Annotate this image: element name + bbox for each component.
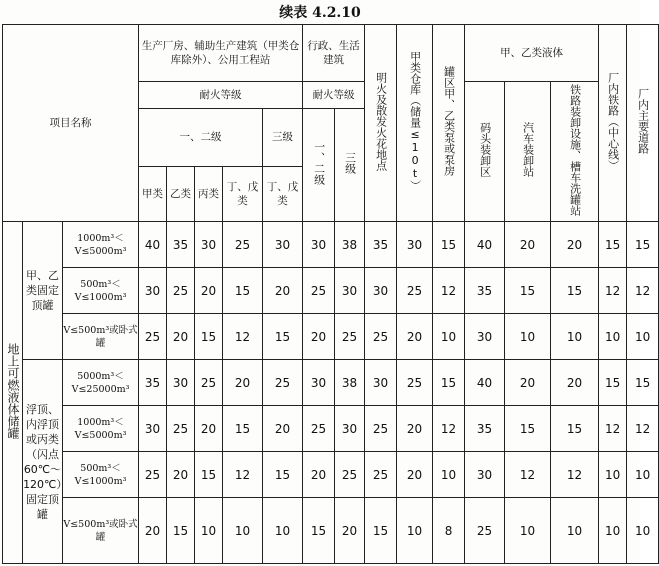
cell-value: 20	[263, 268, 303, 314]
cell-value: 15	[167, 498, 195, 564]
cell-value: 15	[433, 360, 465, 406]
cell-value: 20	[167, 452, 195, 498]
cell-value: 35	[465, 268, 505, 314]
cell-value: 20	[223, 360, 263, 406]
cell-value: 15	[223, 406, 263, 452]
cell-value: 15	[627, 222, 659, 268]
cell-value: 20	[167, 314, 195, 360]
row-condition: 500m³＜V≤1000m³	[63, 268, 139, 314]
cell-value: 10	[627, 314, 659, 360]
table-caption: 续表 4.2.10	[279, 5, 361, 21]
cell-value: 30	[465, 452, 505, 498]
cell-value: 30	[303, 360, 335, 406]
cell-value: 25	[303, 268, 335, 314]
row-condition: 5000m³＜V≤25000m³	[63, 360, 139, 406]
header-fire-rating-prod: 耐火等级	[139, 82, 303, 109]
cell-value: 10	[433, 452, 465, 498]
row-label-group2: 浮顶、内浮顶或丙类（闪点60℃～120℃）固定顶罐	[23, 360, 63, 564]
cell-value: 12	[223, 314, 263, 360]
cell-value: 10	[599, 314, 627, 360]
header-tank-pump: 罐区甲、乙类泵或泵房	[433, 25, 465, 222]
cell-value: 25	[195, 360, 223, 406]
cell-value: 10	[551, 314, 599, 360]
header-grade-3: 三级	[263, 108, 303, 166]
header-col-ding-wu-grade3: 丁、戊类	[263, 167, 303, 222]
row-condition: V≤500m³或卧式罐	[63, 314, 139, 360]
cell-value: 30	[397, 222, 433, 268]
cell-value: 30	[263, 222, 303, 268]
cell-value: 25	[397, 268, 433, 314]
cell-value: 10	[627, 498, 659, 564]
cell-value: 30	[195, 222, 223, 268]
cell-value: 20	[303, 314, 335, 360]
cell-value: 30	[303, 222, 335, 268]
cell-value: 25	[303, 406, 335, 452]
cell-value: 10	[505, 314, 551, 360]
cell-value: 12	[433, 268, 465, 314]
row-condition: 1000m³＜V≤5000m³	[63, 222, 139, 268]
cell-value: 30	[335, 268, 365, 314]
header-col-bing: 丙类	[195, 167, 223, 222]
cell-value: 15	[303, 498, 335, 564]
spacing-table	[2, 24, 659, 564]
cell-value: 20	[195, 268, 223, 314]
table-row	[3, 452, 659, 498]
cell-value: 38	[335, 222, 365, 268]
cell-value: 12	[551, 452, 599, 498]
cell-value: 40	[465, 222, 505, 268]
header-group-admin: 行政、生活建筑	[303, 25, 365, 82]
header-truck: 汽车装卸站	[505, 82, 551, 222]
cell-value: 30	[139, 268, 167, 314]
header-open-fire: 明火及散发火花地点	[365, 25, 397, 222]
cell-value: 25	[167, 406, 195, 452]
cell-value: 20	[303, 452, 335, 498]
cell-value: 10	[263, 498, 303, 564]
cell-value: 40	[465, 360, 505, 406]
table-row	[3, 222, 659, 268]
header-col-jia: 甲类	[139, 167, 167, 222]
cell-value: 30	[365, 360, 397, 406]
cell-value: 25	[365, 452, 397, 498]
cell-value: 15	[195, 314, 223, 360]
cell-value: 25	[365, 314, 397, 360]
row-label-group1: 甲、乙类固定顶罐	[23, 222, 63, 360]
table-row	[3, 268, 659, 314]
cell-value: 12	[599, 406, 627, 452]
cell-value: 20	[505, 222, 551, 268]
cell-value: 20	[505, 360, 551, 406]
cell-value: 25	[465, 498, 505, 564]
header-main-road: 厂内主要道路	[627, 25, 659, 222]
cell-value: 15	[599, 360, 627, 406]
cell-value: 20	[551, 360, 599, 406]
header-class-a-store: 甲类仓库（储量≤10t）	[397, 25, 433, 222]
cell-value: 15	[263, 314, 303, 360]
cell-value: 15	[599, 222, 627, 268]
cell-value: 25	[167, 268, 195, 314]
cell-value: 25	[263, 360, 303, 406]
cell-value: 35	[365, 222, 397, 268]
header-dock: 码头装卸区	[465, 82, 505, 222]
cell-value: 12	[627, 268, 659, 314]
row-condition: V≤500m³或卧式罐	[63, 498, 139, 564]
header-liquid-group: 甲、乙类液体	[465, 25, 599, 82]
header-col-ding-wu: 丁、戊类	[223, 167, 263, 222]
cell-value: 25	[335, 314, 365, 360]
cell-value: 20	[195, 406, 223, 452]
cell-value: 25	[139, 314, 167, 360]
cell-value: 15	[263, 452, 303, 498]
cell-value: 20	[263, 406, 303, 452]
header-grade-12: 一、二级	[139, 108, 263, 166]
cell-value: 30	[365, 268, 397, 314]
cell-value: 15	[505, 406, 551, 452]
cell-value: 25	[139, 452, 167, 498]
cell-value: 20	[397, 314, 433, 360]
cell-value: 35	[139, 360, 167, 406]
table-row	[3, 498, 659, 564]
cell-value: 20	[397, 406, 433, 452]
cell-value: 10	[195, 498, 223, 564]
cell-value: 20	[335, 498, 365, 564]
cell-value: 30	[139, 406, 167, 452]
cell-value: 15	[505, 268, 551, 314]
cell-value: 15	[195, 452, 223, 498]
cell-value: 12	[223, 452, 263, 498]
header-rail: 铁路装卸设施、槽车洗罐站	[551, 82, 599, 222]
cell-value: 15	[551, 406, 599, 452]
cell-value: 20	[139, 498, 167, 564]
row-condition: 1000m³＜V≤5000m³	[63, 406, 139, 452]
header-admin-grade-3: 三级	[335, 108, 365, 222]
table-row	[3, 314, 659, 360]
row-label-outer: 地上可燃液体储罐	[3, 222, 23, 564]
cell-value: 30	[167, 360, 195, 406]
cell-value: 10	[599, 452, 627, 498]
cell-value: 10	[599, 498, 627, 564]
cell-value: 12	[599, 268, 627, 314]
cell-value: 15	[433, 222, 465, 268]
cell-value: 15	[223, 268, 263, 314]
header-railway: 厂内铁路（中心线）	[599, 25, 627, 222]
header-fire-rating-admin: 耐火等级	[303, 82, 365, 109]
cell-value: 12	[505, 452, 551, 498]
cell-value: 15	[365, 498, 397, 564]
cell-value: 10	[505, 498, 551, 564]
cell-value: 25	[335, 452, 365, 498]
cell-value: 10	[223, 498, 263, 564]
table-row	[3, 406, 659, 452]
cell-value: 10	[627, 452, 659, 498]
cell-value: 12	[627, 406, 659, 452]
cell-value: 40	[139, 222, 167, 268]
cell-value: 38	[335, 360, 365, 406]
cell-value: 25	[365, 406, 397, 452]
row-condition: 500m³＜V≤1000m³	[63, 452, 139, 498]
cell-value: 30	[335, 406, 365, 452]
cell-value: 10	[551, 498, 599, 564]
cell-value: 20	[397, 452, 433, 498]
cell-value: 10	[397, 498, 433, 564]
cell-value: 25	[397, 360, 433, 406]
cell-value: 8	[433, 498, 465, 564]
cell-value: 25	[223, 222, 263, 268]
table-row	[3, 360, 659, 406]
cell-value: 30	[465, 314, 505, 360]
cell-value: 15	[627, 360, 659, 406]
cell-value: 35	[167, 222, 195, 268]
cell-value: 35	[465, 406, 505, 452]
cell-value: 20	[551, 222, 599, 268]
cell-value: 10	[433, 314, 465, 360]
header-admin-grade-12: 一、二级	[303, 108, 335, 222]
header-item-name: 项目名称	[3, 25, 139, 222]
header-col-yi: 乙类	[167, 167, 195, 222]
header-group-production: 生产厂房、辅助生产建筑（甲类仓库除外）、公用工程站	[139, 25, 303, 82]
cell-value: 12	[433, 406, 465, 452]
cell-value: 15	[551, 268, 599, 314]
